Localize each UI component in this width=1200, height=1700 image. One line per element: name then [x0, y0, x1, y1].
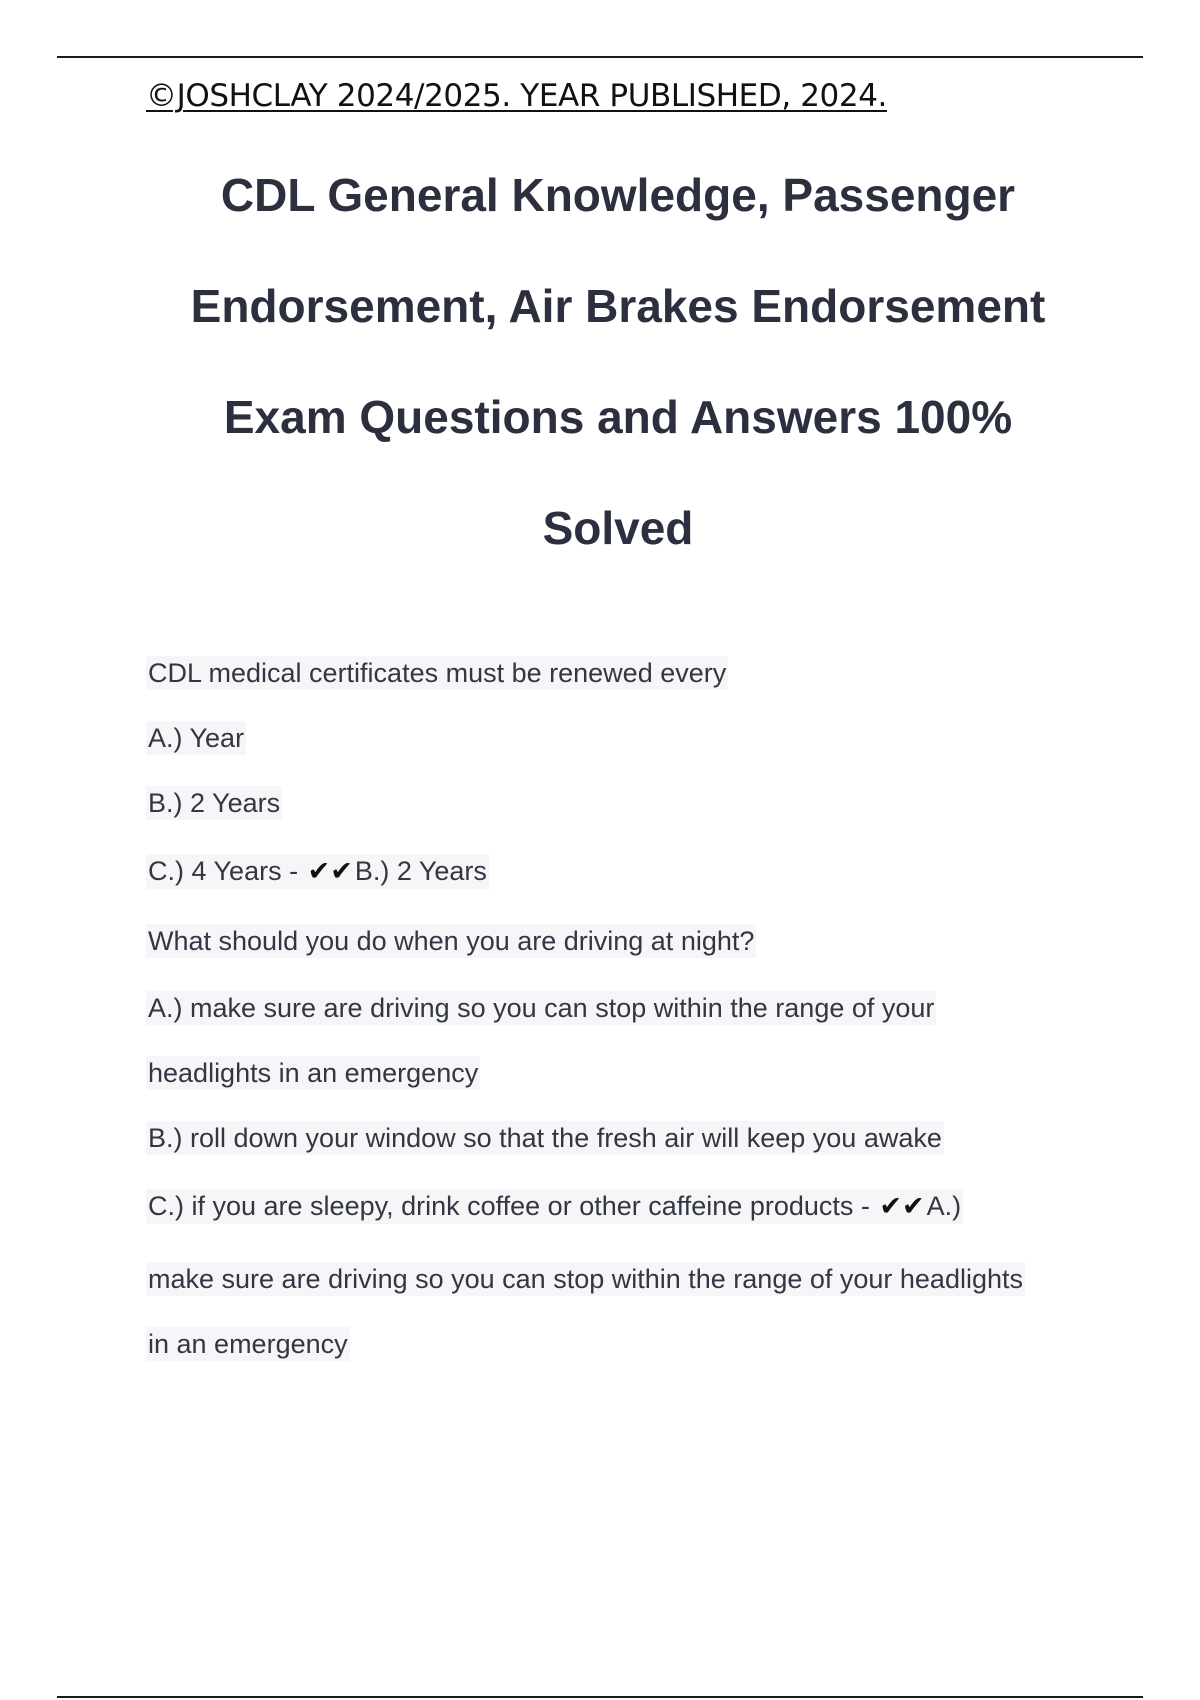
option-c-with-answer: [146, 854, 489, 889]
document-title: [80, 140, 1156, 584]
title-line: Exam Questions and Answers 100%: [223, 391, 1013, 443]
question-prompt: What should you do when you are driving at night?: [148, 926, 755, 956]
title-line: Endorsement, Air Brakes Endorsement: [190, 280, 1046, 332]
answer: A.): [926, 1191, 962, 1221]
option-a-continued: headlights in an emergency: [148, 1058, 479, 1088]
bottom-divider: [57, 1696, 1143, 1698]
answer-continued: make sure are driving so you can stop within the range of your headlights: [148, 1264, 1023, 1294]
option-c: C.) if you are sleepy, drink coffee or other caffeine products -: [148, 1191, 878, 1221]
checkmark-icon: ✔✔: [307, 856, 353, 887]
option-b: B.) roll down your window so that the fresh air will keep you awake: [148, 1123, 942, 1153]
answer-continued: in an emergency: [148, 1329, 348, 1359]
top-divider: [57, 56, 1143, 58]
option-b: B.) 2 Years: [148, 788, 281, 818]
question-prompt: CDL medical certificates must be renewed every: [148, 658, 727, 688]
checkmark-icon: ✔✔: [879, 1191, 925, 1222]
title-line: Solved: [542, 502, 694, 554]
copyright-notice: ©JOSHCLAY 2024/2025. YEAR PUBLISHED, 2024.: [146, 78, 887, 114]
option-c-with-answer: [146, 1189, 963, 1224]
option-c: C.) 4 Years -: [148, 856, 306, 886]
option-a: A.) Year: [148, 723, 245, 753]
option-a: A.) make sure are driving so you can stop within the range of your: [148, 993, 935, 1023]
title-line: CDL General Knowledge, Passenger: [220, 169, 1016, 221]
answer: B.) 2 Years: [354, 856, 487, 886]
